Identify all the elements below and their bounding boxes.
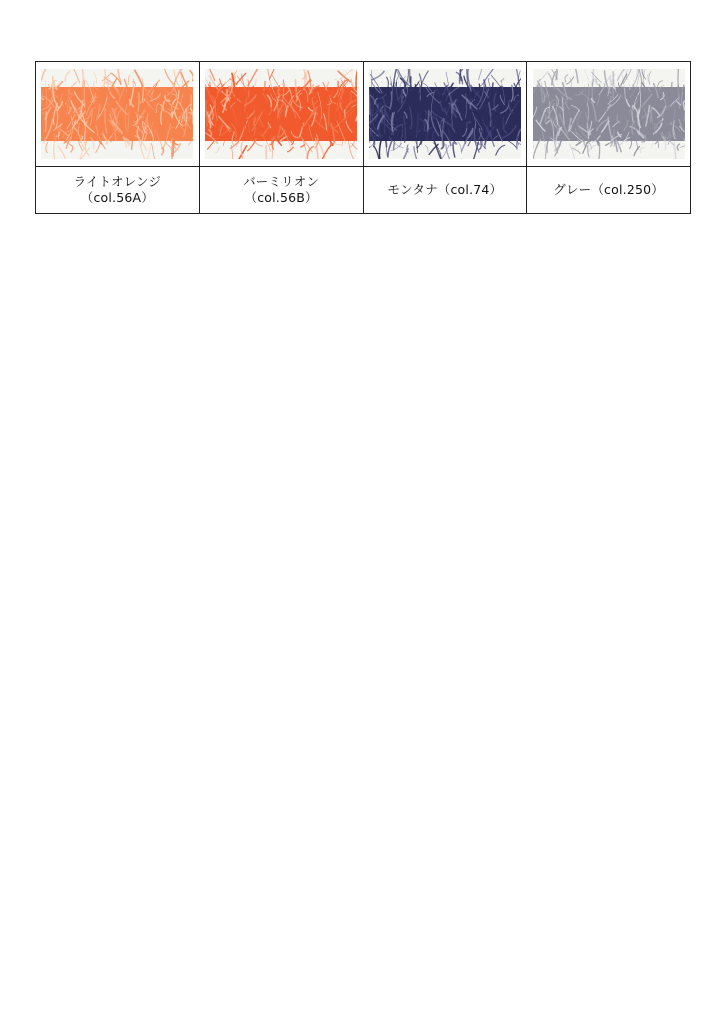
swatch-cell <box>199 62 363 167</box>
label-cell <box>527 167 691 214</box>
color-name: グレー（col.250） <box>553 182 664 197</box>
image-row <box>36 62 691 167</box>
feather-boa-graphic <box>41 69 193 159</box>
color-name: バーミリオン <box>243 174 320 189</box>
feather-boa-image <box>205 69 357 159</box>
swatch-cell <box>527 62 691 167</box>
color-name: ライトオレンジ <box>73 174 162 189</box>
color-code: （col.56A） <box>80 190 154 205</box>
feather-boa-graphic <box>205 69 357 159</box>
label-cell <box>36 167 200 214</box>
swatch-cell <box>363 62 527 167</box>
feather-boa-graphic <box>369 69 521 159</box>
label-cell <box>363 167 527 214</box>
feather-boa-image <box>369 69 521 159</box>
label-cell <box>199 167 363 214</box>
swatch-table <box>35 61 691 214</box>
feather-boa-image <box>533 69 685 159</box>
feather-boa-image <box>41 69 193 159</box>
feather-boa-graphic <box>533 69 685 159</box>
label-row <box>36 167 691 214</box>
color-code: （col.56B） <box>244 190 318 205</box>
color-name: モンタナ（col.74） <box>387 182 503 197</box>
swatch-cell <box>36 62 200 167</box>
